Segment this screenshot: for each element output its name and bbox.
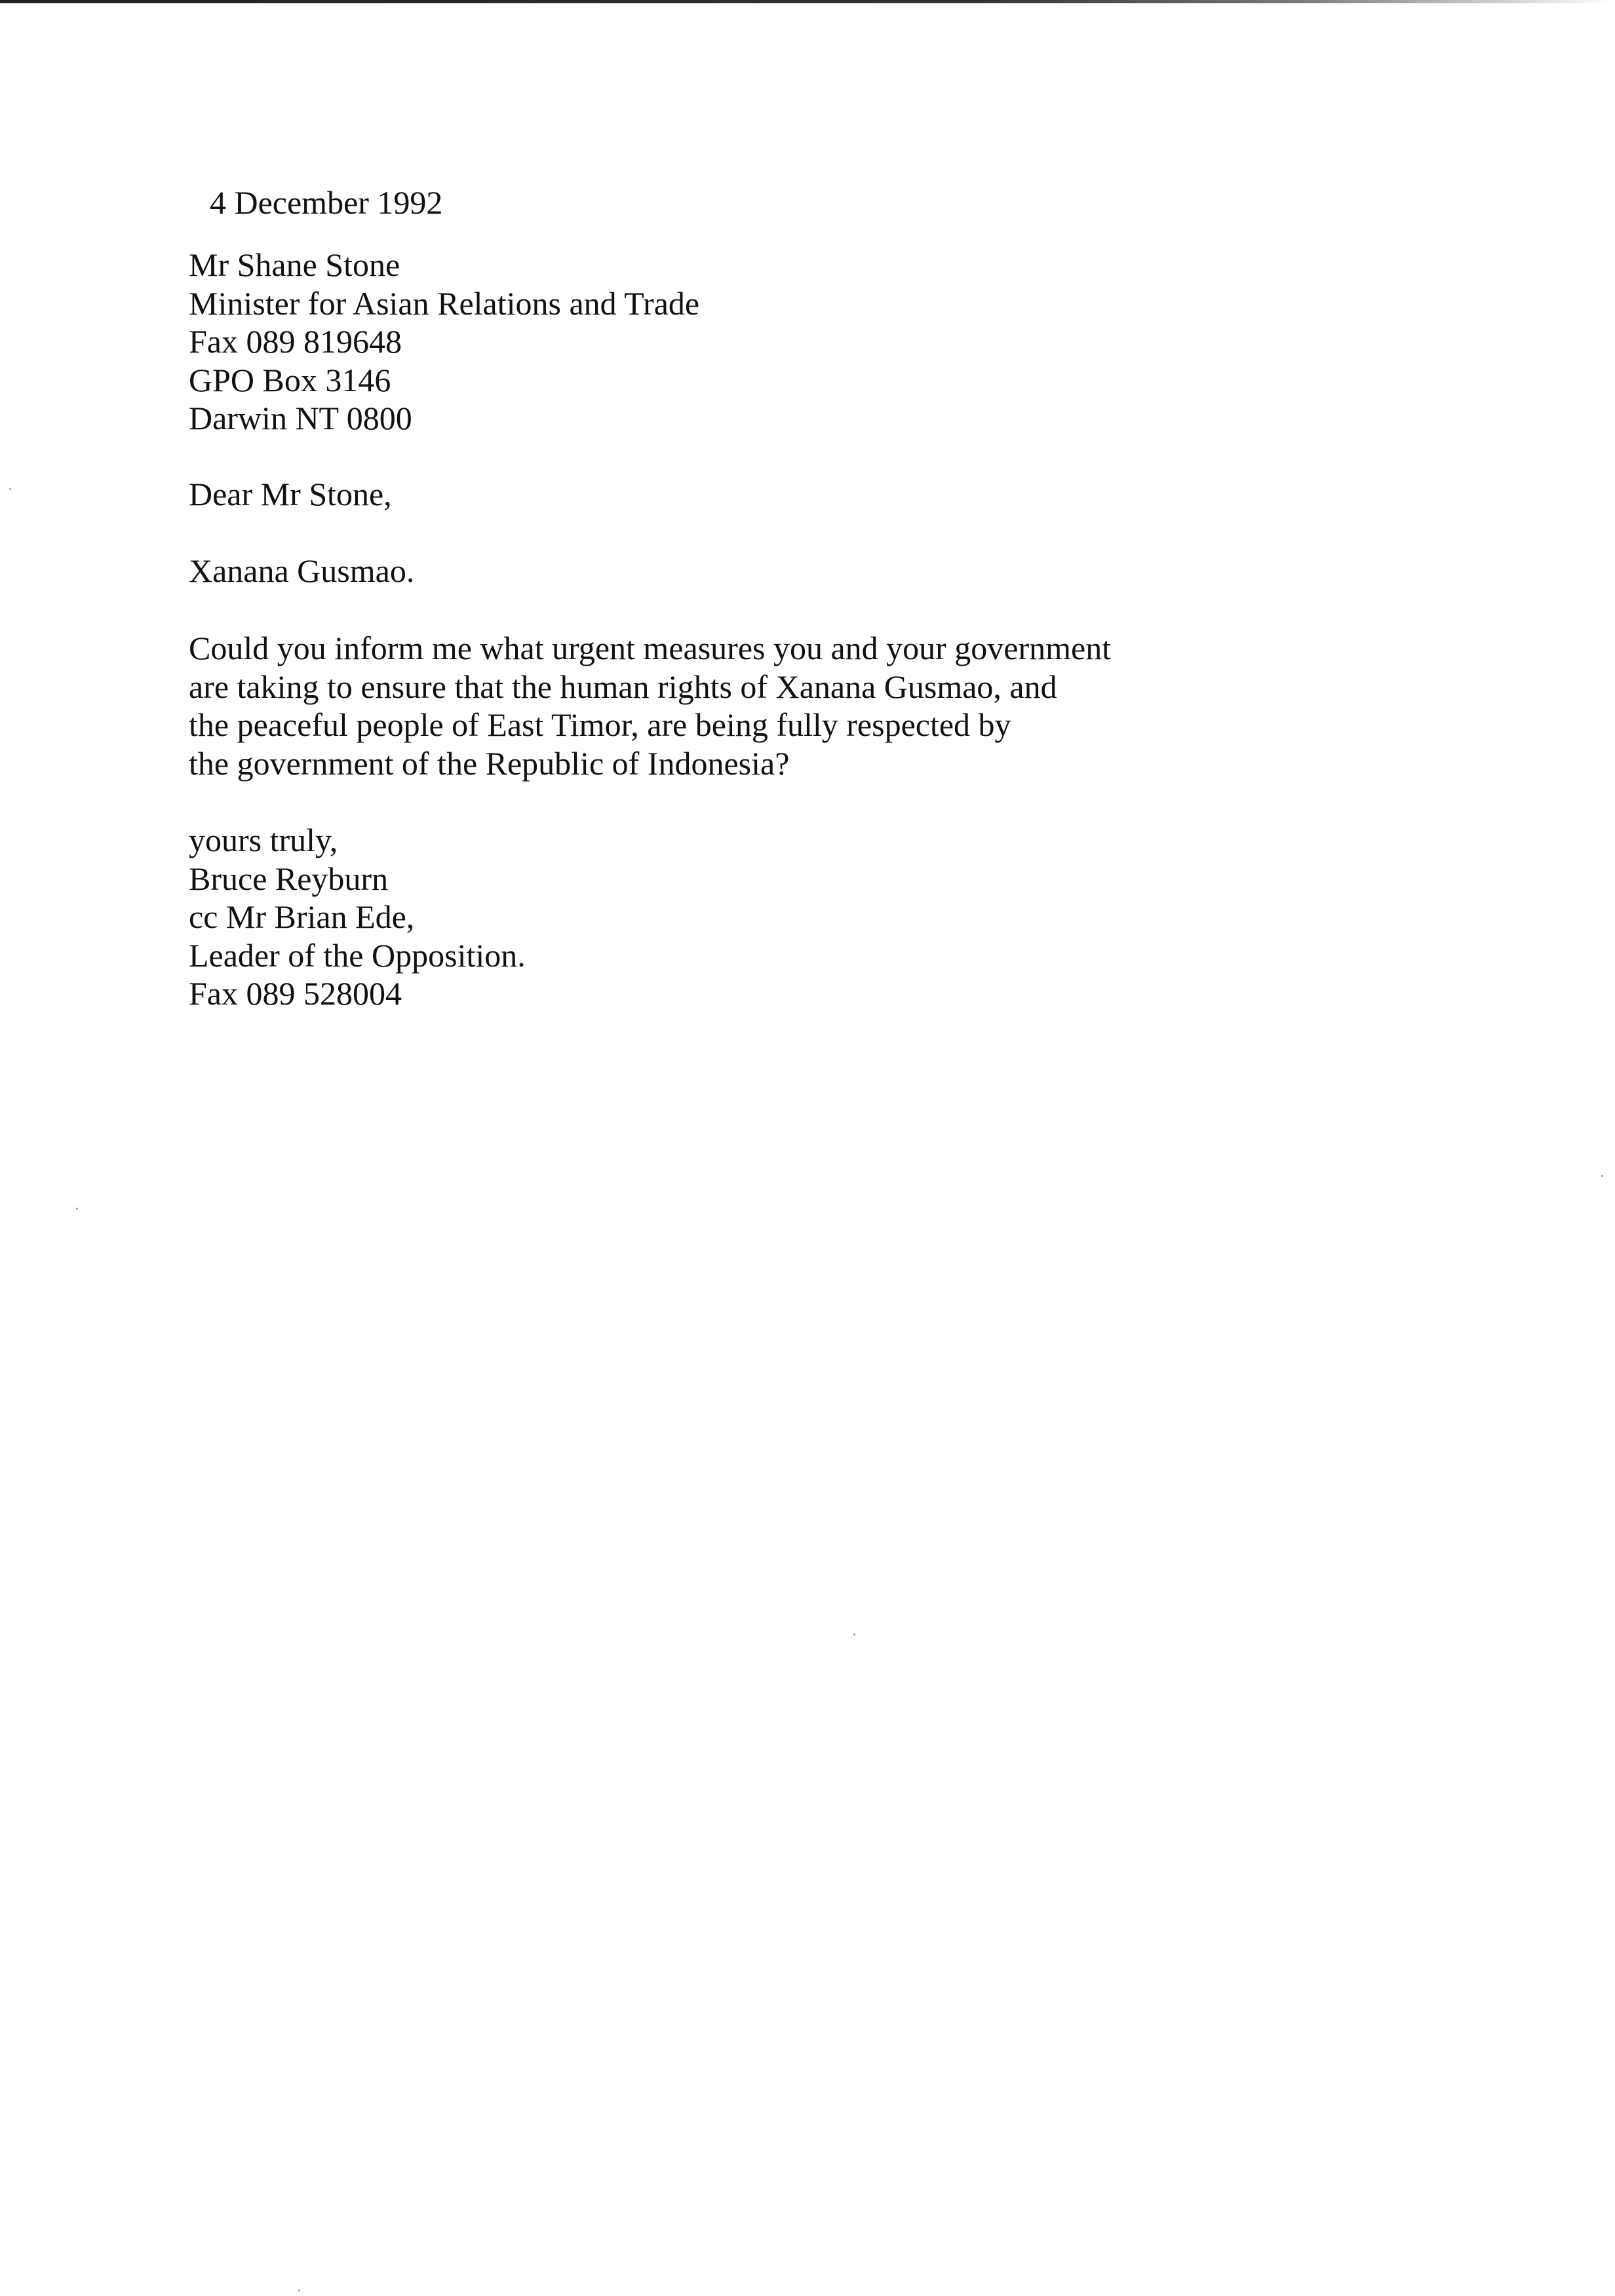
body-line: are taking to ensure that the human rights of Xanana Gusmao, and xyxy=(189,668,1057,705)
cc-fax: Fax 089 528004 xyxy=(189,975,402,1012)
recipient-po-box: GPO Box 3146 xyxy=(189,361,391,398)
signer-name: Bruce Reyburn xyxy=(189,860,389,897)
scan-speck xyxy=(76,1208,78,1210)
scan-speck xyxy=(853,1634,855,1636)
cc-title: Leader of the Opposition. xyxy=(189,936,526,974)
scan-speck xyxy=(298,2289,300,2291)
recipient-city: Darwin NT 0800 xyxy=(189,400,412,436)
scan-speck xyxy=(9,488,11,490)
scan-speck xyxy=(1601,1175,1603,1177)
recipient-fax: Fax 089 819648 xyxy=(189,323,402,360)
salutation: Dear Mr Stone, xyxy=(189,476,392,512)
recipient-name: Mr Shane Stone xyxy=(189,246,400,283)
letter-date: 4 December 1992 xyxy=(210,184,443,221)
recipient-title: Minister for Asian Relations and Trade xyxy=(189,284,700,322)
closing-block xyxy=(189,821,526,1013)
body-line: the government of the Republic of Indonesia? xyxy=(189,744,790,782)
letter-body xyxy=(189,629,1111,782)
cc-recipient: cc Mr Brian Ede, xyxy=(189,898,415,935)
body-line: the peaceful people of East Timor, are being fully respected by xyxy=(189,706,1011,743)
valediction: yours truly, xyxy=(189,822,338,858)
recipient-address-block xyxy=(189,246,699,438)
body-line: Could you inform me what urgent measures you and your government xyxy=(189,630,1112,666)
subject-line: Xanana Gusmao. xyxy=(189,552,415,589)
scan-top-edge-rule xyxy=(0,0,1615,3)
